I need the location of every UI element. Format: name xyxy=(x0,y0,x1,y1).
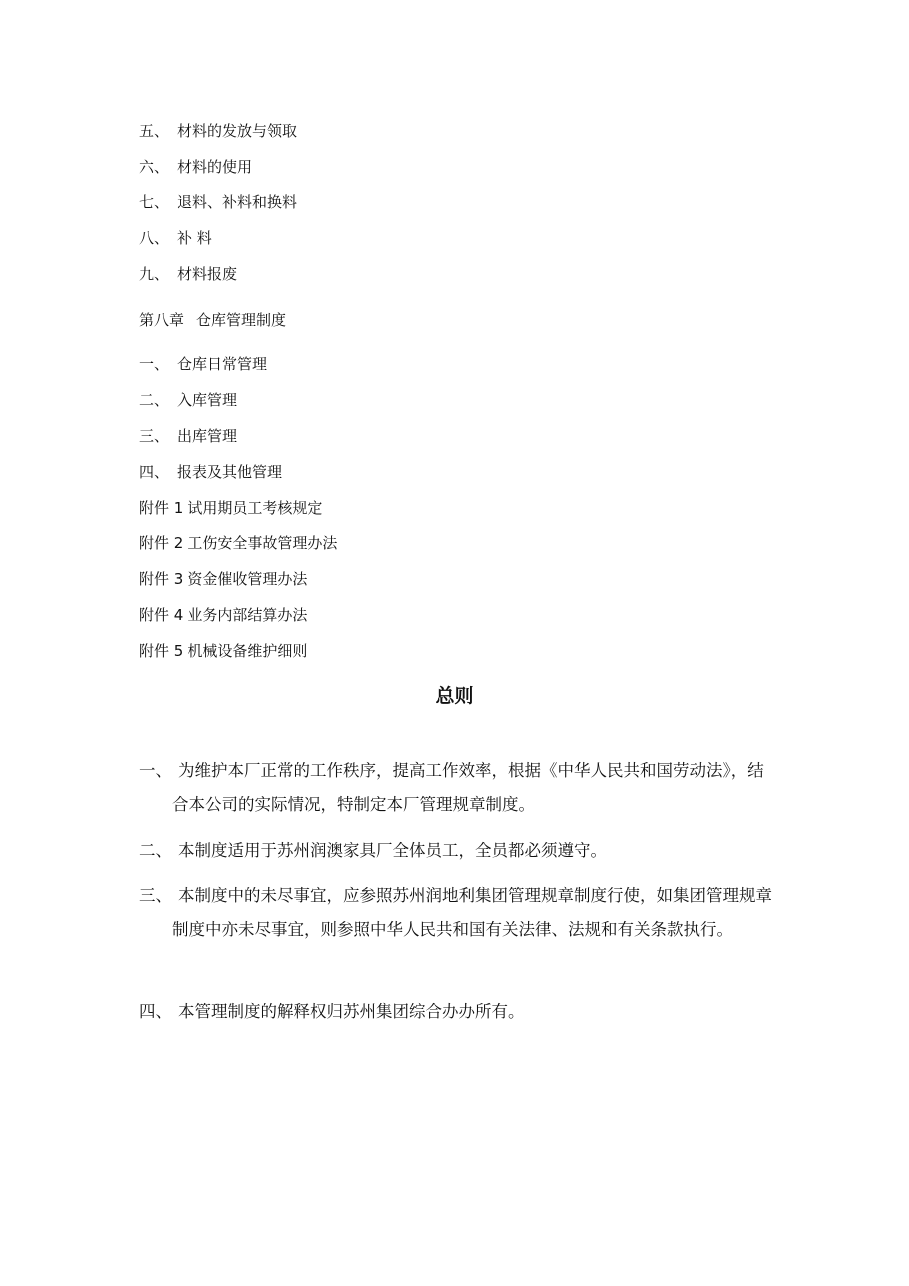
toc-appendix-label: 试用期员工考核规定 xyxy=(187,499,323,517)
toc-appendix-number: 附件 1 xyxy=(139,499,184,517)
toc-appendix-label: 机械设备维护细则 xyxy=(187,642,308,660)
toc-item-label: 材料报废 xyxy=(177,265,238,283)
toc-item xyxy=(139,354,267,374)
toc-item-label: 补 料 xyxy=(177,229,212,247)
article-number: 四、 xyxy=(139,1002,172,1021)
toc-item xyxy=(139,426,237,446)
toc-appendix-item xyxy=(139,641,307,661)
article-number: 一、 xyxy=(139,761,172,780)
toc-appendix-item xyxy=(139,498,322,518)
toc-item xyxy=(139,121,297,141)
toc-chapter-label: 仓库管理制度 xyxy=(196,311,287,329)
article-text: 本管理制度的解释权归苏州集团综合办办所有。 xyxy=(178,1002,525,1021)
toc-item-label: 仓库日常管理 xyxy=(177,355,268,373)
toc-appendix-label: 资金催收管理办法 xyxy=(187,570,308,588)
toc-item-number: 七、 xyxy=(139,193,170,211)
article-text: 为维护本厂正常的工作秩序，提高工作效率，根据《中华人民共和国劳动法》，结合本公司的实际情况，特制定本厂管理规章制度。 xyxy=(172,761,764,814)
toc-item xyxy=(139,462,282,482)
article-paragraph xyxy=(139,834,779,868)
toc-appendix-number: 附件 5 xyxy=(139,642,184,660)
toc-appendix-number: 附件 4 xyxy=(139,606,184,624)
toc-appendix-label: 业务内部结算办法 xyxy=(187,606,308,624)
toc-appendix-number: 附件 3 xyxy=(139,570,184,588)
section-title: 总则 xyxy=(435,685,474,707)
toc-item xyxy=(139,264,237,284)
toc-item-label: 出库管理 xyxy=(177,427,238,445)
toc-item xyxy=(139,157,252,177)
toc-item-number: 六、 xyxy=(139,158,170,176)
toc-item xyxy=(139,390,237,410)
toc-appendix-item xyxy=(139,533,337,553)
toc-item-label: 退料、补料和换料 xyxy=(177,193,298,211)
toc-item-number: 三、 xyxy=(139,427,170,445)
toc-item-label: 报表及其他管理 xyxy=(177,463,283,481)
article-paragraph xyxy=(139,754,779,822)
toc-item-number: 四、 xyxy=(139,463,170,481)
toc-item-label: 材料的使用 xyxy=(177,158,253,176)
toc-item-number: 九、 xyxy=(139,265,170,283)
article-paragraph xyxy=(139,995,779,1029)
article-text: 本制度适用于苏州润澳家具厂全体员工，全员都必须遵守。 xyxy=(178,841,607,860)
toc-appendix-label: 工伤安全事故管理办法 xyxy=(187,534,338,552)
toc-chapter-heading xyxy=(139,310,286,330)
article-text: 本制度中的未尽事宜，应参照苏州润地利集团管理规章制度行使，如集团管理规章制度中亦未尽事宜，则参照中华人民共和国有关法律、法规和有关条款执行。 xyxy=(172,886,772,939)
toc-item-label: 材料的发放与领取 xyxy=(177,122,298,140)
toc-item-number: 五、 xyxy=(139,122,170,140)
toc-item-number: 二、 xyxy=(139,391,170,409)
toc-item-label: 入库管理 xyxy=(177,391,238,409)
toc-item-number: 八、 xyxy=(139,229,170,247)
article-number: 二、 xyxy=(139,841,172,860)
toc-appendix-item xyxy=(139,605,307,625)
toc-appendix-number: 附件 2 xyxy=(139,534,184,552)
toc-item-number: 一、 xyxy=(139,355,170,373)
article-number: 三、 xyxy=(139,886,172,905)
article-paragraph xyxy=(139,879,779,947)
toc-item xyxy=(139,192,297,212)
toc-appendix-item xyxy=(139,569,307,589)
toc-item xyxy=(139,228,212,248)
toc-chapter-number: 第八章 xyxy=(139,311,185,329)
